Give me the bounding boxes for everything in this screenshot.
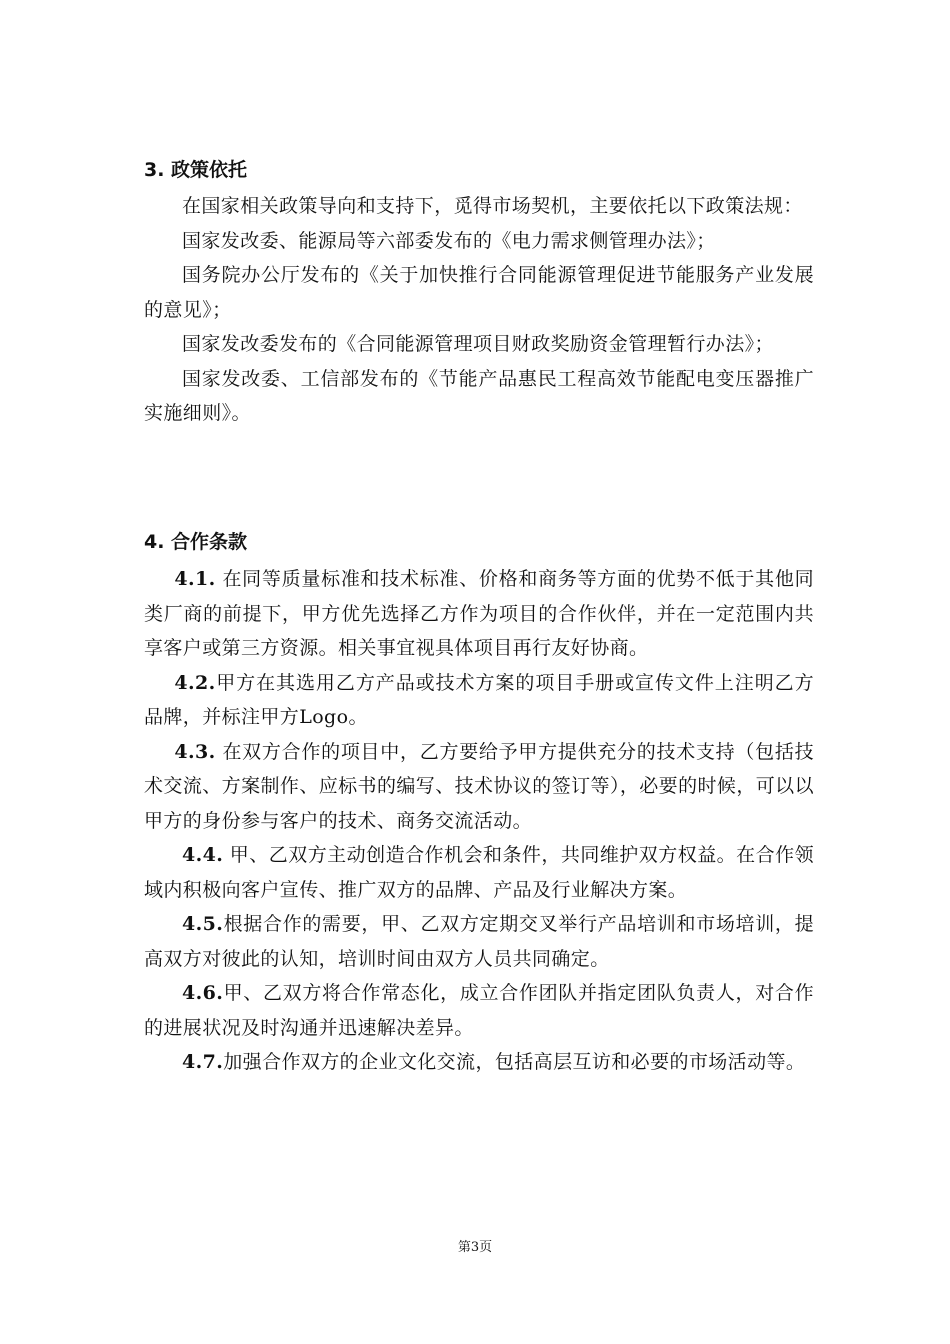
clause-number: 4.7. <box>182 1051 224 1073</box>
clause-4-4 <box>144 838 814 907</box>
page-number: 第3页 <box>457 1240 493 1255</box>
clause-number: 4.4. <box>182 844 224 866</box>
section-4-body <box>144 562 814 1080</box>
clause-number: 4.3. <box>174 740 216 763</box>
policy-item: 国家发改委、工信部发布的《节能产品惠民工程高效节能配电变压器推广实施细则》。 <box>144 367 814 424</box>
section-4-heading: 4. 合作条款 <box>144 531 248 553</box>
clause-4-1 <box>144 562 814 666</box>
policy-item: 国务院办公厅发布的《关于加快推行合同能源管理促进节能服务产业发展的意见》； <box>144 264 814 321</box>
section-3-heading: 3. 政策依托 <box>144 159 248 181</box>
policy-item: 国家发改委、能源局等六部委发布的《电力需求侧管理办法》； <box>182 229 716 252</box>
section-3-body <box>144 189 814 431</box>
clause-4-3 <box>144 735 814 839</box>
clause-number: 4.6. <box>182 982 224 1004</box>
clause-number: 4.2. <box>174 671 216 694</box>
clause-4-2 <box>144 666 814 735</box>
clause-text: 加强合作双方的企业文化交流，包括高层互访和必要的市场活动等。 <box>223 1051 806 1073</box>
clause-number: 4.5. <box>182 913 224 935</box>
clause-text: 在同等质量标准和技术标准、价格和商务等方面的优势不低于其他同类厂商的前提下，甲方优先选择乙方作为项目的合作伙伴，并在一定范围内共享客户或第三方资源。相关事宜视具体项目再行友好协商。 <box>144 568 814 659</box>
clause-text: 甲、乙双方将合作常态化，成立合作团队并指定团队负责人，对合作的进展状况及时沟通并迅速解决差异。 <box>144 982 814 1039</box>
clause-text: 在双方合作的项目中，乙方要给予甲方提供充分的技术支持（包括技术交流、方案制作、应标书的编写、技术协议的签订等），必要的时候，可以以甲方的身份参与客户的技术、商务交流活动。 <box>144 740 814 832</box>
clause-4-5 <box>144 907 814 976</box>
clause-4-6 <box>144 976 814 1045</box>
clause-4-7 <box>144 1045 814 1080</box>
clause-number: 4.1. <box>174 568 216 590</box>
clause-text: 根据合作的需要，甲、乙双方定期交叉举行产品培训和市场培训，提高双方对彼此的认知，培训时间由双方人员共同确定。 <box>144 913 814 970</box>
section-3-intro: 在国家相关政策导向和支持下，觅得市场契机，主要依托以下政策法规： <box>182 195 803 217</box>
policy-item: 国家发改委发布的《合同能源管理项目财政奖励资金管理暂行办法》； <box>182 333 774 355</box>
clause-text: 甲方在其选用乙方产品或技术方案的项目手册或宣传文件上注明乙方品牌，并标注甲方Logo。 <box>144 671 814 728</box>
clause-text: 甲、乙双方主动创造合作机会和条件，共同维护双方权益。在合作领域内积极向客户宣传、推广双方的品牌、产品及行业解决方案。 <box>144 844 814 901</box>
